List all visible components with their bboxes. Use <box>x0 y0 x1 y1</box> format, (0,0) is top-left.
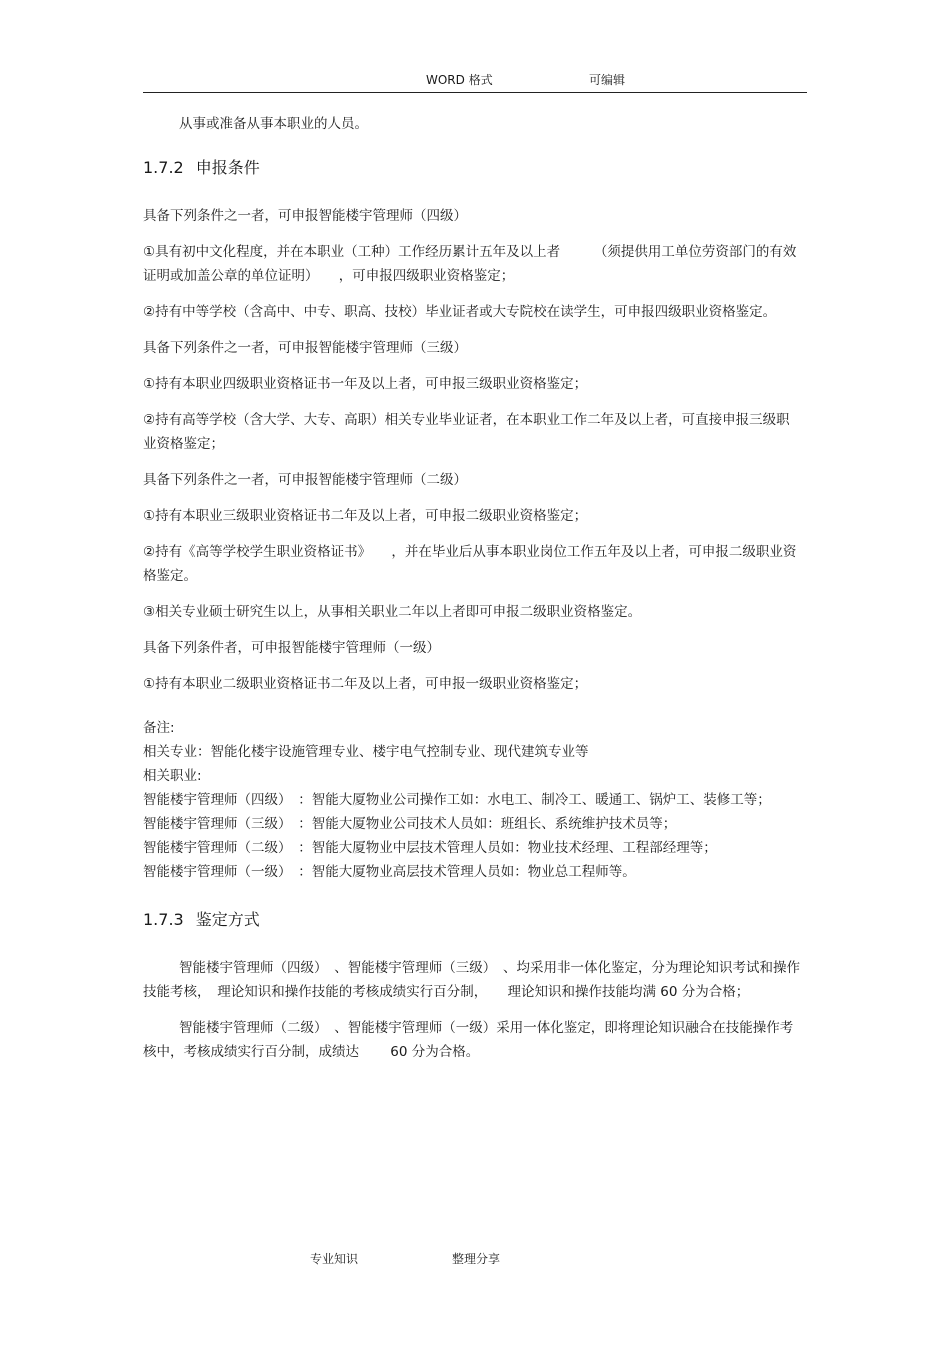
section-number: 1.7.3 <box>143 910 184 929</box>
document-body <box>143 112 803 1076</box>
notes-line: 智能楼宇管理师（二级） ：智能大厦物业中层技术管理人员如：物业技术经理、工程部经理等； <box>143 840 717 856</box>
paragraph: 智能楼宇管理师（二级） 、智能楼宇管理师（一级）采用一体化鉴定，即将理论知识融合在技能操作考核中，考核成绩实行百分制，成绩达 60 分为合格。 <box>143 1020 794 1060</box>
notes-line: 相关职业: <box>143 768 202 784</box>
paragraph: ①具有初中文化程度，并在本职业（工种）工作经历累计五年及以上者 （须提供用工单位劳资部门的有效证明或加盖公章的单位证明） ，可申报四级职业资格鉴定； <box>143 244 797 284</box>
paragraph: 具备下列条件之一者，可申报智能楼宇管理师（二级） <box>143 472 467 488</box>
paragraph: ③相关专业硕士研究生以上，从事相关职业二年以上者即可申报二级职业资格鉴定。 <box>143 604 642 620</box>
section-heading-1-7-2 <box>143 156 803 180</box>
header-editable-label: 可编辑 <box>589 73 626 87</box>
section-number: 1.7.2 <box>143 158 184 177</box>
paragraph: ②持有《高等学校学生职业资格证书》 ，并在毕业后从事本职业岗位工作五年及以上者，可申报二级职业资格鉴定。 <box>143 544 797 584</box>
paragraph: ①持有本职业三级职业资格证书二年及以上者，可申报二级职业资格鉴定； <box>143 508 588 524</box>
notes-line: 智能楼宇管理师（四级） ：智能大厦物业公司操作工如：水电工、制冷工、暖通工、锅炉工、装修工等； <box>143 792 771 808</box>
notes-line: 备注: <box>143 720 175 736</box>
section-heading-1-7-3 <box>143 908 803 932</box>
paragraph: ②持有高等学校（含大学、大专、高职）相关专业毕业证者，在本职业工作二年及以上者，可直接申报三级职业资格鉴定； <box>143 412 790 452</box>
page-header <box>143 70 807 93</box>
paragraph: 具备下列条件之一者，可申报智能楼宇管理师（三级） <box>143 340 467 356</box>
paragraph: 智能楼宇管理师（四级） 、智能楼宇管理师（三级） 、均采用非一体化鉴定，分为理论知识考试和操作技能考核， 理论知识和操作技能的考核成绩实行百分制， 理论知识和操作技能均满 60 分为合格； <box>143 960 800 1000</box>
notes-line: 智能楼宇管理师（一级） ：智能大厦物业高层技术管理人员如：物业总工程师等。 <box>143 864 636 880</box>
footer-right-label: 整理分享 <box>452 1252 501 1266</box>
intro-paragraph: 从事或准备从事本职业的人员。 <box>179 116 368 132</box>
header-title: WORD 格式 <box>426 73 493 87</box>
page-footer <box>310 1250 501 1267</box>
paragraph: 具备下列条件之一者，可申报智能楼宇管理师（四级） <box>143 208 467 224</box>
paragraph: ②持有中等学校（含高中、中专、职高、技校）毕业证者或大专院校在读学生，可申报四级职业资格鉴定。 <box>143 304 777 320</box>
notes-line: 相关专业：智能化楼宇设施管理专业、楼宇电气控制专业、现代建筑专业等 <box>143 744 589 760</box>
paragraph: ①持有本职业二级职业资格证书二年及以上者，可申报一级职业资格鉴定； <box>143 676 588 692</box>
notes-line: 智能楼宇管理师（三级） ：智能大厦物业公司技术人员如：班组长、系统维护技术员等； <box>143 816 677 832</box>
paragraph: ①持有本职业四级职业资格证书一年及以上者，可申报三级职业资格鉴定； <box>143 376 588 392</box>
footer-left-label: 专业知识 <box>310 1252 359 1266</box>
section-title: 鉴定方式 <box>195 910 260 929</box>
paragraph: 具备下列条件者，可申报智能楼宇管理师（一级） <box>143 640 440 656</box>
section-title: 申报条件 <box>195 158 260 177</box>
notes-block <box>143 716 803 884</box>
